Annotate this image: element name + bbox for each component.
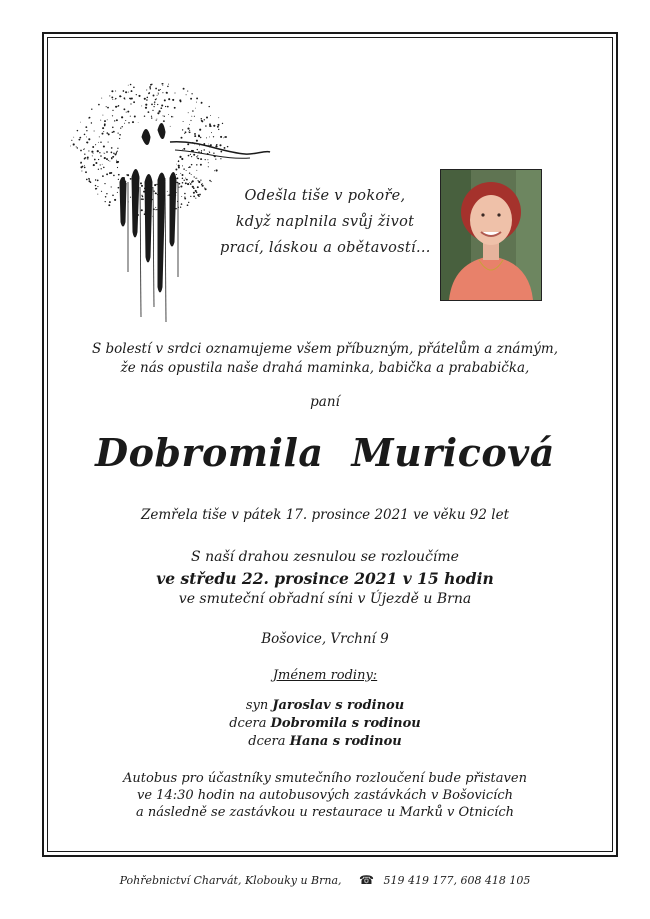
portrait-photo	[440, 169, 542, 301]
relation: dcera	[229, 716, 267, 731]
announcement-line: S bolestí v srdci oznamujeme všem příbuzným, přátelům a známým,	[91, 341, 558, 357]
family-heading: Jménem rodiny:	[272, 668, 378, 683]
poem	[220, 183, 430, 261]
family-member	[60, 697, 590, 715]
bus-line: Autobus pro účastníky smutečního rozloučení bude přistaven	[123, 771, 527, 786]
bus-line: ve 14:30 hodin na autobusových zastávkách v Bošovicích	[137, 788, 513, 803]
farewell-line: S naší drahou zesnulou se rozloučíme	[191, 549, 459, 565]
bus-line: a následně se zastávkou u restaurace u Marků v Otnicích	[136, 805, 514, 820]
relation: syn	[245, 698, 269, 713]
family-member	[60, 715, 590, 733]
phone-numbers: 519 419 177, 608 418 105	[383, 874, 531, 887]
farewell-info	[60, 547, 590, 610]
member-name: Hana s rodinou	[289, 734, 402, 749]
announcement	[60, 340, 590, 378]
funeral-company: Pohřebnictví Charvát, Klobouky u Brna,	[119, 874, 342, 887]
announcement-line: že nás opustila naše drahá maminka, babička a prababička,	[120, 360, 530, 376]
footer	[0, 873, 650, 887]
bus-notice	[60, 770, 590, 821]
member-name: Jaroslav s rodinou	[272, 698, 405, 713]
farewell-place: ve smuteční obřadní síni v Újezdě u Brna	[178, 591, 472, 607]
poem-line: když naplnila svůj život	[235, 214, 415, 230]
member-name: Dobromila s rodinou	[270, 716, 421, 731]
family-member	[60, 733, 590, 751]
poem-line: prací, láskou a obětavostí...	[220, 240, 431, 256]
title-word: paní	[310, 394, 340, 410]
address: Bošovice, Vrchní 9	[261, 631, 389, 647]
poem-line: Odešla tiše v pokoře,	[244, 188, 406, 204]
deceased-name	[60, 430, 590, 475]
family-list	[60, 697, 590, 751]
last-name: Muricová	[351, 430, 555, 475]
telephone-icon: ☎	[359, 873, 374, 887]
first-name: Dobromila	[95, 430, 324, 475]
relation: dcera	[248, 734, 286, 749]
death-note: Zemřela tiše v pátek 17. prosince 2021 ve věku 92 let	[140, 507, 510, 523]
farewell-date: ve středu 22. prosince 2021 v 15 hodin	[156, 569, 494, 588]
